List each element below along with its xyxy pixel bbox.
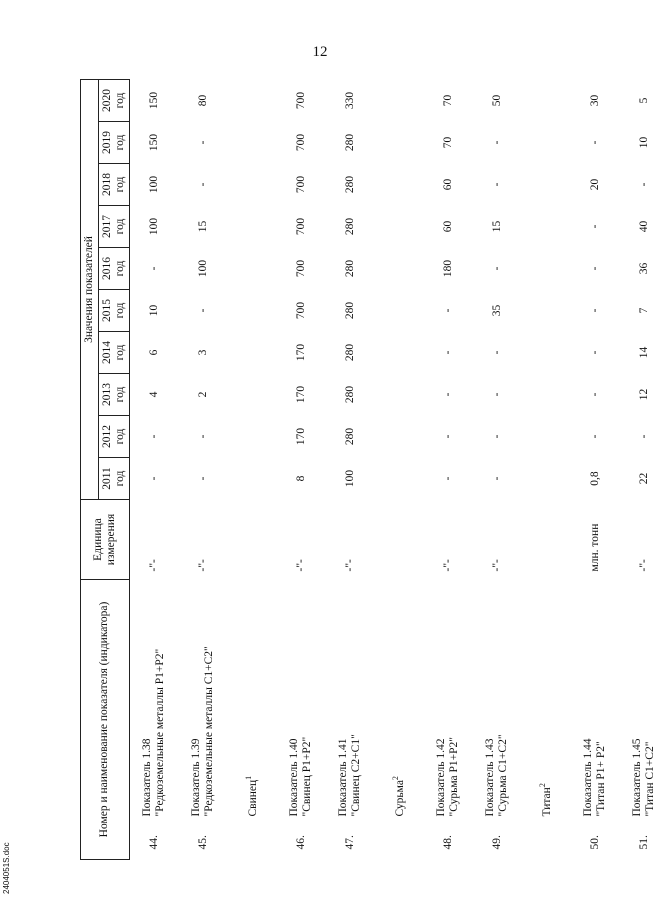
- header-year: 2011 год: [98, 458, 129, 500]
- section-name: Свинец: [246, 779, 259, 817]
- indicators-table: [80, 79, 669, 860]
- row-number: 46.: [294, 835, 307, 850]
- section-row: [522, 79, 571, 859]
- unit: млн. тонн: [588, 523, 601, 572]
- row-number: 44.: [147, 835, 160, 850]
- value-cell: -: [441, 392, 454, 397]
- section-row: [228, 79, 277, 859]
- value-cell: 280: [343, 217, 356, 236]
- section-name: Титан: [540, 787, 553, 817]
- table-row: [277, 79, 326, 859]
- value-cell: -: [196, 434, 209, 439]
- header-year: 2018 год: [98, 164, 129, 206]
- section-spacer: [522, 820, 571, 860]
- row-number: 51.: [637, 835, 650, 850]
- table-header: [81, 79, 130, 859]
- indicator-name: Показатель 1.39 "Редкоземельные металлы C1+C2": [190, 646, 216, 817]
- value-cell: 330: [343, 91, 356, 110]
- value-cell: 36: [637, 262, 650, 275]
- header-year: 2015 год: [98, 290, 129, 332]
- header-year: 2020 год: [98, 79, 129, 121]
- section-spacer: [375, 820, 424, 860]
- value-cell: 7: [637, 307, 650, 314]
- document-id: 2404051S.doc: [2, 842, 11, 894]
- value-cell: 10: [147, 304, 160, 317]
- value-cell: 12: [637, 388, 650, 401]
- table-row: [620, 79, 669, 859]
- value-cell: -: [588, 392, 601, 397]
- value-cell: 2: [196, 391, 209, 398]
- table-body: [129, 79, 669, 859]
- value-cell: 280: [343, 133, 356, 152]
- header-unit: Единица измерения: [81, 500, 130, 580]
- value-cell: -: [588, 266, 601, 271]
- page-number: 12: [312, 44, 328, 60]
- value-cell: 100: [147, 217, 160, 236]
- value-cell: -: [490, 140, 503, 145]
- value-cell: -: [147, 434, 160, 439]
- value-cell: 15: [196, 220, 209, 233]
- value-cell: 0,8: [588, 471, 601, 486]
- table-row: [129, 79, 179, 859]
- value-cell: 280: [343, 301, 356, 320]
- value-cell: 170: [294, 427, 307, 446]
- value-cell: 100: [147, 175, 160, 194]
- indicator-name: Показатель 1.40 "Свинец P1+P2": [288, 736, 314, 817]
- value-cell: 40: [637, 220, 650, 233]
- section-label: [522, 79, 571, 819]
- value-cell: -: [196, 308, 209, 313]
- indicator-name: Показатель 1.38 "Редкоземельные металлы P1+P2": [141, 648, 167, 817]
- value-cell: 10: [637, 136, 650, 149]
- row-number: 45.: [196, 835, 209, 850]
- unit: -"-: [294, 559, 307, 572]
- row-number: 50.: [588, 835, 601, 850]
- value-cell: -: [196, 182, 209, 187]
- indicator-name: Показатель 1.44 "Титан P1+ P2": [582, 738, 608, 817]
- value-cell: -: [637, 182, 650, 187]
- value-cell: -: [588, 140, 601, 145]
- unit: -"-: [490, 559, 503, 572]
- value-cell: -: [490, 392, 503, 397]
- value-cell: 700: [294, 133, 307, 152]
- row-number: 49.: [490, 835, 503, 850]
- section-name: Сурьма: [393, 780, 406, 817]
- value-cell: 100: [343, 469, 356, 488]
- value-cell: 6: [147, 349, 160, 356]
- value-cell: 150: [147, 91, 160, 110]
- value-cell: 5: [637, 97, 650, 104]
- section-label: [375, 79, 424, 819]
- indicator-name: Показатель 1.41 "Свинец C2+C1": [337, 734, 363, 817]
- value-cell: -: [490, 434, 503, 439]
- section-footnote: 1: [243, 775, 253, 780]
- value-cell: 170: [294, 385, 307, 404]
- value-cell: 30: [588, 94, 601, 107]
- unit: -"-: [147, 559, 160, 572]
- row-number: 47.: [343, 835, 356, 850]
- value-cell: 170: [294, 343, 307, 362]
- value-cell: -: [147, 266, 160, 271]
- section-footnote: 2: [537, 783, 547, 788]
- indicator-name: Показатель 1.43 "Сурьма C1+C2": [484, 734, 510, 817]
- header-year: 2016 год: [98, 248, 129, 290]
- value-cell: 700: [294, 175, 307, 194]
- value-cell: -: [196, 140, 209, 145]
- value-cell: 20: [588, 178, 601, 191]
- header-year: 2013 год: [98, 374, 129, 416]
- value-cell: -: [196, 476, 209, 481]
- value-cell: -: [441, 308, 454, 313]
- rotated-table-wrapper: [80, 80, 657, 860]
- header-year: 2014 год: [98, 332, 129, 374]
- indicator-name: Показатель 1.42 "Сурьма P1+P2": [435, 737, 461, 817]
- value-cell: -: [588, 224, 601, 229]
- value-cell: 35: [490, 304, 503, 317]
- unit: -"-: [637, 559, 650, 572]
- section-footnote: 2: [390, 776, 400, 781]
- value-cell: 280: [343, 175, 356, 194]
- header-year: 2017 год: [98, 206, 129, 248]
- table-row: [179, 79, 228, 859]
- value-cell: 280: [343, 343, 356, 362]
- value-cell: -: [441, 434, 454, 439]
- value-cell: -: [588, 350, 601, 355]
- value-cell: 280: [343, 427, 356, 446]
- unit: -"-: [343, 559, 356, 572]
- value-cell: 80: [196, 94, 209, 107]
- row-number: 48.: [441, 835, 454, 850]
- value-cell: -: [588, 308, 601, 313]
- value-cell: 3: [196, 349, 209, 356]
- value-cell: 280: [343, 259, 356, 278]
- section-label: [228, 79, 277, 819]
- value-cell: 70: [441, 94, 454, 107]
- value-cell: 70: [441, 136, 454, 149]
- value-cell: 700: [294, 301, 307, 320]
- value-cell: 280: [343, 385, 356, 404]
- value-cell: -: [637, 434, 650, 439]
- value-cell: -: [441, 350, 454, 355]
- unit: -"-: [441, 559, 454, 572]
- value-cell: 700: [294, 259, 307, 278]
- table-row: [571, 79, 620, 859]
- value-cell: 150: [147, 133, 160, 152]
- value-cell: -: [490, 350, 503, 355]
- header-year: 2012 год: [98, 416, 129, 458]
- value-cell: -: [490, 182, 503, 187]
- table-row: [326, 79, 375, 859]
- header-year: 2019 год: [98, 122, 129, 164]
- indicator-name: Показатель 1.45 "Титан C1+C2": [631, 738, 657, 817]
- header-indicator-name: Номер и наименование показателя (индикатора): [81, 580, 130, 860]
- value-cell: 50: [490, 94, 503, 107]
- value-cell: 180: [441, 259, 454, 278]
- header-values-group: Значения показателей: [81, 79, 99, 499]
- value-cell: 60: [441, 220, 454, 233]
- value-cell: 8: [294, 475, 307, 482]
- table-row: [424, 79, 473, 859]
- value-cell: -: [441, 476, 454, 481]
- value-cell: 15: [490, 220, 503, 233]
- value-cell: 100: [196, 259, 209, 278]
- value-cell: 60: [441, 178, 454, 191]
- value-cell: 14: [637, 346, 650, 359]
- value-cell: 700: [294, 91, 307, 110]
- value-cell: 700: [294, 217, 307, 236]
- value-cell: -: [490, 266, 503, 271]
- value-cell: -: [588, 434, 601, 439]
- value-cell: 22: [637, 472, 650, 485]
- section-spacer: [228, 820, 277, 860]
- section-row: [375, 79, 424, 859]
- table-row: [473, 79, 522, 859]
- unit: -"-: [196, 559, 209, 572]
- value-cell: 4: [147, 391, 160, 398]
- value-cell: -: [490, 476, 503, 481]
- value-cell: -: [147, 476, 160, 481]
